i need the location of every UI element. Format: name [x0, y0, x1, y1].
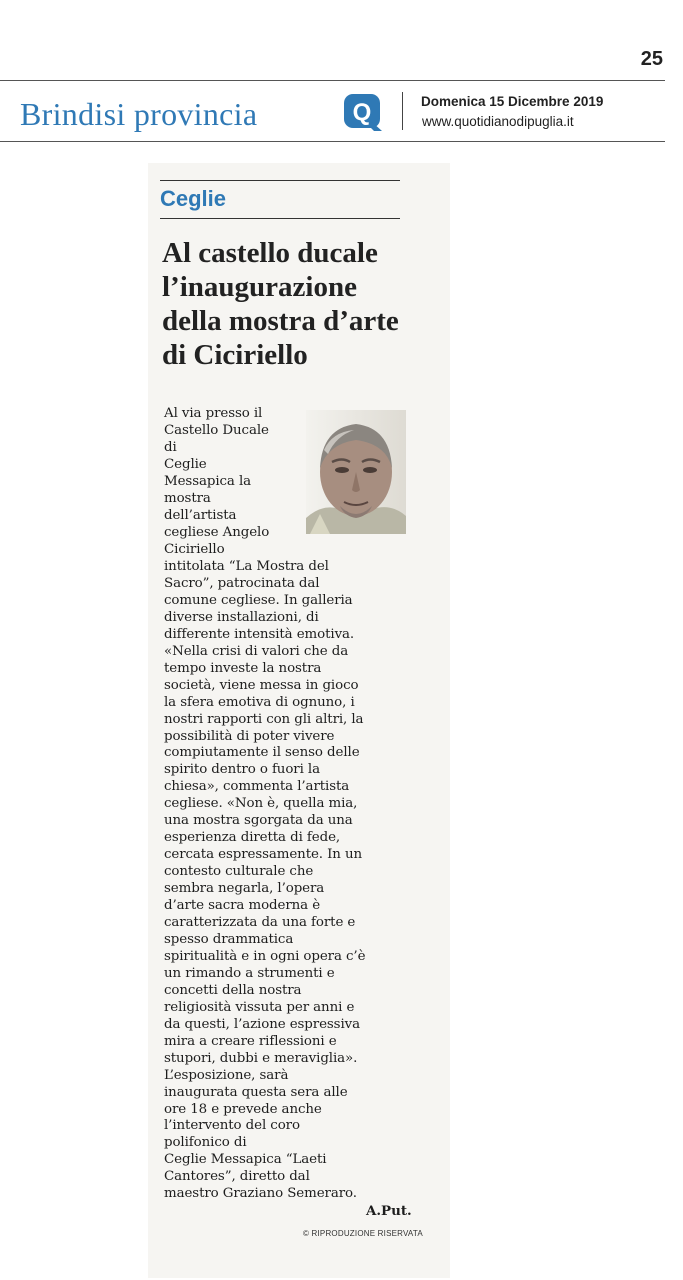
- body-line: intitolata “La Mostra del: [164, 559, 329, 574]
- body-line: diverse installazioni, di: [164, 609, 319, 625]
- body-line: stupori, dubbi e meraviglia».: [164, 1050, 358, 1066]
- body-line: ore 18 e prevede anche: [164, 1101, 322, 1117]
- newspaper-logo-icon: [342, 92, 386, 132]
- body-line: differente intensità emotiva.: [164, 626, 355, 642]
- body-line: mira a creare riflessioni e: [164, 1033, 337, 1049]
- header-bottom-rule: [0, 141, 665, 142]
- kicker-top-rule: [160, 180, 400, 181]
- body-line: società, viene messa in gioco: [164, 677, 359, 693]
- body-line: nostri rapporti con gli altri, la: [164, 711, 364, 727]
- body-line: compiutamente il senso delle: [164, 745, 360, 761]
- body-line: comune cegliese. In galleria: [164, 592, 353, 608]
- body-line: Ceglie: [164, 456, 207, 472]
- headline-line: di Ciciriello: [162, 339, 308, 371]
- kicker-bottom-rule: [160, 218, 400, 219]
- site-url[interactable]: www.quotidianodipuglia.it: [422, 114, 574, 129]
- section-title: Brindisi provincia: [20, 96, 258, 132]
- body-line: d’arte sacra moderna è: [164, 898, 321, 914]
- body-line: «Nella crisi di valori che da: [164, 643, 349, 659]
- body-line: Castello Ducale: [164, 422, 269, 438]
- body-line: religiosità vissuta per anni e: [164, 999, 355, 1015]
- page-number: 25: [640, 48, 663, 70]
- body-line: di: [164, 439, 177, 455]
- body-line: chiesa», commenta l’artista: [164, 779, 350, 795]
- body-line: l’intervento del coro: [164, 1118, 300, 1134]
- body-line: caratterizzata da una forte e: [164, 915, 356, 931]
- body-line: dell’artista: [164, 507, 237, 523]
- copyright-notice: © RIPRODUZIONE RISERVATA: [303, 1229, 423, 1238]
- body-line: Ciciriello: [164, 541, 225, 557]
- author-signature: A.Put.: [366, 1203, 412, 1219]
- body-line: esperienza diretta di fede,: [164, 830, 341, 846]
- body-line: Sacro”, patrocinata dal: [164, 575, 320, 591]
- article-body-intro: [164, 406, 424, 559]
- body-line: maestro Graziano Semeraro.: [164, 1186, 357, 1202]
- body-line: una mostra sgorgata da una: [164, 813, 353, 829]
- body-line: la sfera emotiva di ognuno, i: [164, 694, 355, 710]
- header-divider: [402, 92, 403, 130]
- body-line: sembra negarla, l’opera: [164, 881, 325, 897]
- body-line: concetti della nostra: [164, 982, 302, 998]
- article-body: [164, 559, 424, 1203]
- body-line: cegliese Angelo: [164, 524, 270, 540]
- body-line: mostra: [164, 490, 211, 506]
- body-line: spiritualità e in ogni opera c’è: [164, 948, 366, 964]
- body-line: polifonico di: [164, 1135, 247, 1151]
- body-line: spirito dentro o fuori la: [164, 762, 320, 778]
- body-line: un rimando a strumenti e: [164, 965, 335, 981]
- body-line: spesso drammatica: [164, 931, 294, 947]
- header-top-rule: [0, 80, 665, 81]
- body-line: contesto culturale che: [164, 864, 314, 880]
- body-line: Messapica la: [164, 473, 252, 489]
- headline-line: Al castello ducale: [162, 237, 378, 269]
- logo-letter: Q: [352, 99, 372, 126]
- article-headline: [162, 236, 422, 372]
- body-line: cegliese. «Non è, quella mia,: [164, 796, 358, 812]
- body-line: possibilità di poter vivere: [164, 728, 335, 744]
- issue-date: Domenica 15 Dicembre 2019: [421, 94, 604, 109]
- body-line: L’esposizione, sarà: [164, 1067, 289, 1083]
- body-line: Cantores”, diretto dal: [164, 1169, 310, 1185]
- article-kicker: Ceglie: [160, 186, 227, 211]
- headline-line: l’inaugurazione: [162, 271, 357, 303]
- body-line: Ceglie Messapica “Laeti: [164, 1152, 327, 1168]
- body-line: tempo investe la nostra: [164, 660, 322, 676]
- body-line: cercata espressamente. In un: [164, 847, 363, 863]
- body-line: inaugurata questa sera alle: [164, 1084, 348, 1100]
- headline-line: della mostra d’arte: [162, 305, 399, 337]
- body-line: da questi, l’azione espressiva: [164, 1016, 360, 1032]
- body-line: Al via presso il: [164, 406, 263, 421]
